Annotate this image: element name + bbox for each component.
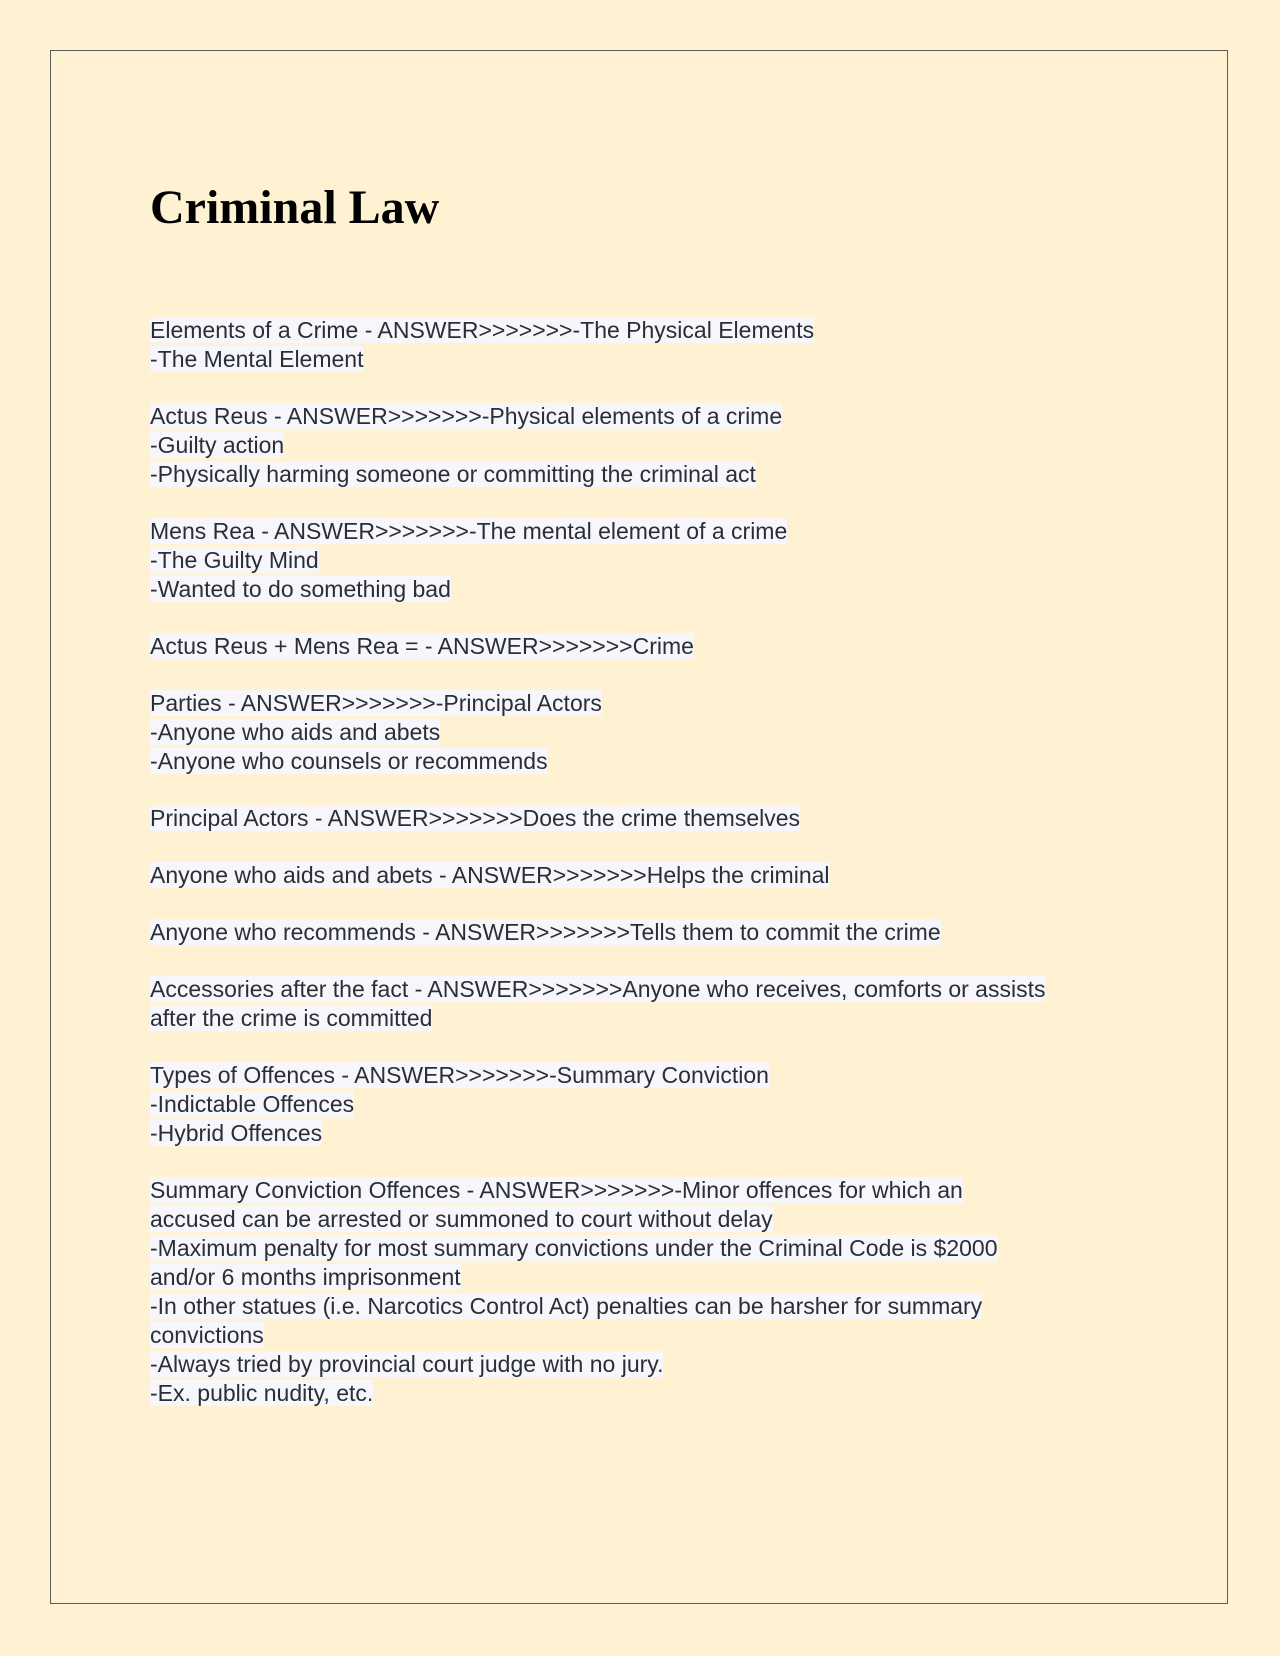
qa-line-text: -Ex. public nudity, etc. <box>150 1380 374 1406</box>
qa-line-text: -The Guilty Mind <box>150 547 319 573</box>
qa-line <box>150 1061 1140 1090</box>
qa-entry <box>150 689 1140 776</box>
qa-line <box>150 546 1140 575</box>
qa-line <box>150 861 1140 890</box>
qa-line-text: Actus Reus + Mens Rea = - ANSWER>>>>>>>Crime <box>150 633 694 659</box>
qa-line <box>150 402 1140 431</box>
qa-entry <box>150 975 1140 1033</box>
qa-line-text: -Physically harming someone or committing the criminal act <box>150 461 756 487</box>
qa-line <box>150 1090 1140 1119</box>
qa-line-text: Elements of a Crime - ANSWER>>>>>>>-The Physical Elements <box>150 317 815 343</box>
qa-entry <box>150 1176 1140 1408</box>
qa-line <box>150 1205 1140 1234</box>
qa-line <box>150 689 1140 718</box>
qa-line-text: Accessories after the fact - ANSWER>>>>>>>Anyone who receives, comforts or assists <box>150 976 1046 1002</box>
qa-line <box>150 431 1140 460</box>
qa-line <box>150 804 1140 833</box>
qa-line-text: -Always tried by provincial court judge with no jury. <box>150 1351 664 1377</box>
qa-line-text: after the crime is committed <box>150 1005 433 1031</box>
qa-line-text: -In other statues (i.e. Narcotics Control Act) penalties can be harsher for summary <box>150 1293 983 1319</box>
qa-entry <box>150 804 1140 833</box>
qa-line <box>150 517 1140 546</box>
qa-line <box>150 747 1140 776</box>
qa-line <box>150 1234 1140 1263</box>
qa-line-text: -The Mental Element <box>150 346 364 372</box>
qa-line-text: -Indictable Offences <box>150 1091 355 1117</box>
qa-line <box>150 918 1140 947</box>
qa-line-text: Actus Reus - ANSWER>>>>>>>-Physical elements of a crime <box>150 403 783 429</box>
qa-entry <box>150 517 1140 604</box>
qa-line <box>150 1004 1140 1033</box>
qa-line-text: Summary Conviction Offences - ANSWER>>>>>>>-Minor offences for which an <box>150 1177 963 1203</box>
qa-line <box>150 345 1140 374</box>
qa-line-text: Anyone who recommends - ANSWER>>>>>>>Tells them to commit the crime <box>150 919 941 945</box>
qa-line <box>150 1379 1140 1408</box>
qa-line-text: -Anyone who aids and abets <box>150 719 441 745</box>
qa-line <box>150 1350 1140 1379</box>
qa-line-text: -Wanted to do something bad <box>150 576 451 602</box>
qa-entry <box>150 861 1140 890</box>
qa-line-text: Anyone who aids and abets - ANSWER>>>>>>>Helps the criminal <box>150 862 830 888</box>
document-content <box>150 176 1140 1436</box>
qa-line-text: -Anyone who counsels or recommends <box>150 748 548 774</box>
qa-line <box>150 316 1140 345</box>
qa-line <box>150 1119 1140 1148</box>
qa-line <box>150 975 1140 1004</box>
qa-entry <box>150 316 1140 374</box>
qa-line-text: Types of Offences - ANSWER>>>>>>>-Summary Conviction <box>150 1062 769 1088</box>
qa-line-text: -Hybrid Offences <box>150 1120 323 1146</box>
qa-line <box>150 575 1140 604</box>
qa-line <box>150 632 1140 661</box>
qa-line-text: accused can be arrested or summoned to court without delay <box>150 1206 773 1232</box>
qa-entry <box>150 918 1140 947</box>
qa-line <box>150 1176 1140 1205</box>
qa-line <box>150 718 1140 747</box>
qa-line <box>150 1292 1140 1321</box>
qa-line-text: Mens Rea - ANSWER>>>>>>>-The mental element of a crime <box>150 518 788 544</box>
qa-line <box>150 1321 1140 1350</box>
qa-line-text: Principal Actors - ANSWER>>>>>>>Does the crime themselves <box>150 805 801 831</box>
qa-entry <box>150 402 1140 489</box>
qa-line-text: convictions <box>150 1322 264 1348</box>
qa-entry <box>150 632 1140 661</box>
qa-list <box>150 316 1140 1408</box>
qa-line <box>150 1263 1140 1292</box>
qa-line-text: -Maximum penalty for most summary convictions under the Criminal Code is $2000 <box>150 1235 998 1261</box>
qa-line-text: -Guilty action <box>150 432 285 458</box>
qa-line <box>150 460 1140 489</box>
qa-line-text: and/or 6 months imprisonment <box>150 1264 461 1290</box>
document-title: Criminal Law <box>150 181 440 234</box>
qa-line-text: Parties - ANSWER>>>>>>>-Principal Actors <box>150 690 602 716</box>
qa-entry <box>150 1061 1140 1148</box>
